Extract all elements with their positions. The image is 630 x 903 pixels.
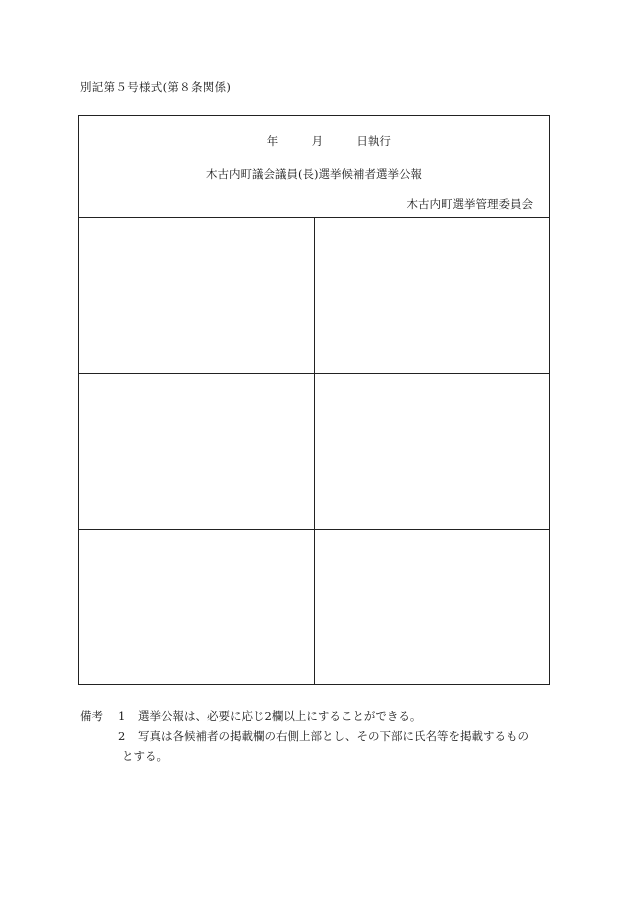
remark-text: 写真は各候補者の掲載欄の右側上部とし、その下部に氏名等を掲載するもの: [138, 729, 529, 743]
candidate-grid: [79, 218, 549, 684]
candidate-cell: [79, 218, 315, 374]
remarks-heading: 備考: [80, 709, 103, 723]
year-label: 年: [266, 134, 279, 148]
remark-number: 2: [118, 729, 126, 743]
form-label: 別記第５号様式(第８条関係): [80, 80, 232, 94]
remark-number: 1: [118, 709, 126, 723]
bulletin-header: [79, 116, 549, 218]
election-bulletin-form: [78, 115, 550, 685]
remarks-section: [80, 706, 560, 766]
remark-text: 選挙公報は、必要に応じ2欄以上にすることができる。: [138, 709, 422, 723]
month-label: 月: [311, 134, 324, 148]
remark-continuation: とする。: [122, 749, 168, 763]
candidate-cell: [315, 530, 549, 684]
remark-item: [80, 726, 560, 746]
publication-title: 木古内町議会議員(長)選挙候補者選挙公報: [206, 167, 422, 181]
candidate-cell: [315, 218, 549, 374]
day-label: 日執行: [356, 134, 391, 148]
candidate-cell: [79, 374, 315, 530]
issuer-name: 木古内町選挙管理委員会: [406, 197, 533, 211]
candidate-cell: [79, 530, 315, 684]
candidate-cell: [315, 374, 549, 530]
election-date-line: [79, 133, 549, 149]
remark-item: [80, 706, 560, 726]
